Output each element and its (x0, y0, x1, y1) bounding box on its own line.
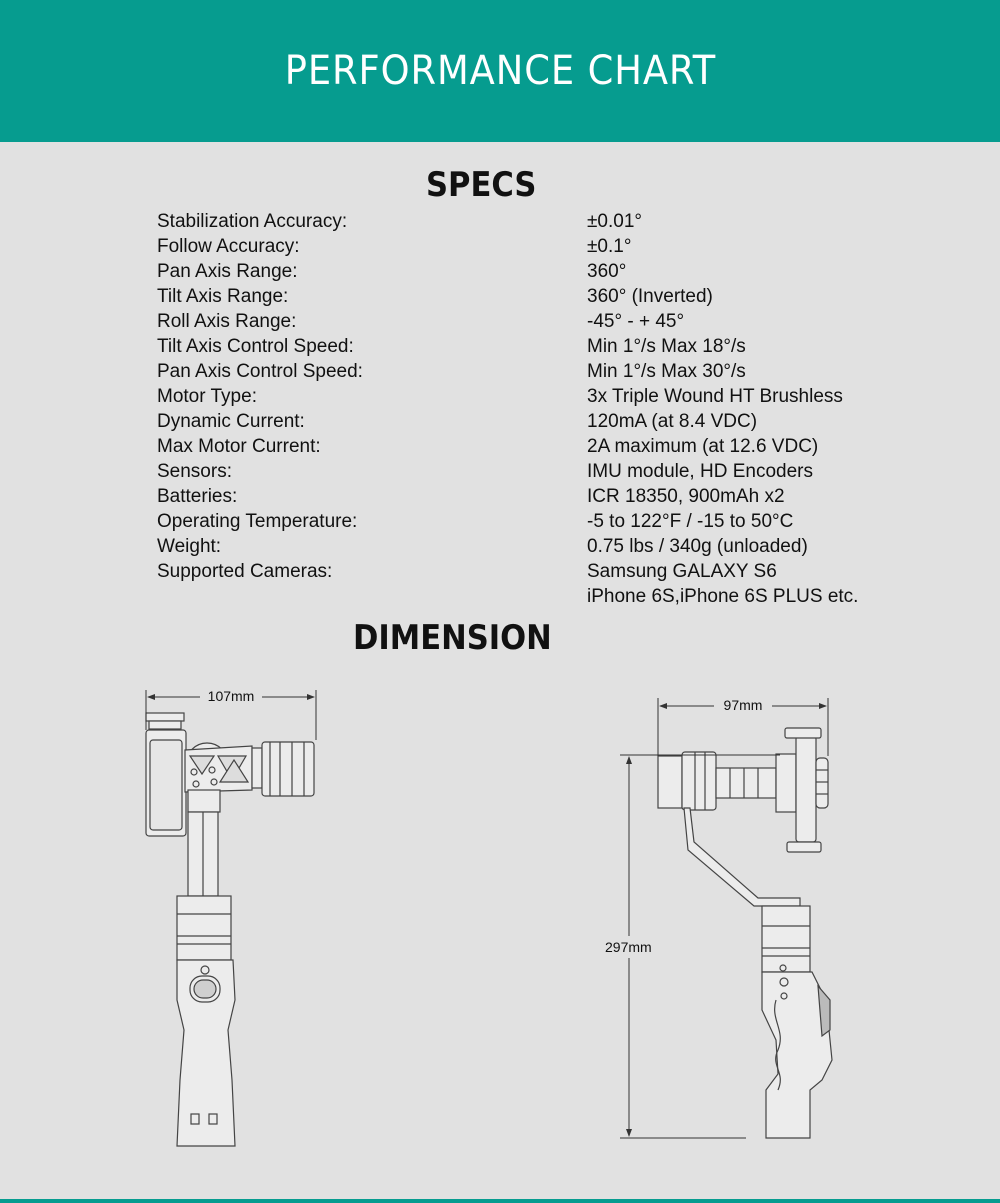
spec-label: Weight: (157, 536, 222, 557)
spec-label: Roll Axis Range: (157, 311, 297, 332)
spec-value-line: 2A maximum (at 12.6 VDC) (587, 436, 819, 457)
spec-value-line: -5 to 122°F / -15 to 50°C (587, 511, 794, 532)
spec-label: Sensors: (157, 461, 232, 482)
spec-label: Tilt Axis Range: (157, 286, 289, 307)
spec-value-line: -45° - + 45° (587, 311, 685, 332)
spec-value-line: Samsung GALAXY S6 (587, 561, 777, 582)
spec-value-line: IMU module, HD Encoders (587, 461, 813, 482)
spec-value-line: 120mA (at 8.4 VDC) (587, 411, 758, 432)
spec-value-line: ±0.1° (587, 236, 632, 257)
front-view-drawing (146, 713, 314, 1146)
front-width-label: 107mm (207, 688, 255, 704)
spec-label: Motor Type: (157, 386, 257, 407)
dimension-title: DIMENSION (353, 618, 552, 658)
footer-accent-line (0, 1199, 1000, 1203)
spec-value-line: Min 1°/s Max 30°/s (587, 361, 746, 382)
side-depth-label: 97mm (723, 697, 763, 713)
spec-label: Follow Accuracy: (157, 236, 300, 257)
spec-label: Tilt Axis Control Speed: (157, 336, 354, 357)
spec-label: Pan Axis Range: (157, 261, 298, 282)
spec-label: Stabilization Accuracy: (157, 211, 348, 232)
spec-value-line: ICR 18350, 900mAh x2 (587, 486, 785, 507)
spec-value-line: 360° (587, 261, 627, 282)
specs-title: SPECS (426, 165, 537, 205)
spec-value-line: iPhone 6S,iPhone 6S PLUS etc. (587, 586, 859, 607)
spec-label: Dynamic Current: (157, 411, 305, 432)
spec-value-line: Min 1°/s Max 18°/s (587, 336, 746, 357)
spec-value-line: ±0.01° (587, 211, 643, 232)
height-label: 297mm (605, 939, 652, 955)
spec-value-line: 3x Triple Wound HT Brushless (587, 386, 843, 407)
spec-label: Operating Temperature: (157, 511, 358, 532)
spec-value-line: 360° (Inverted) (587, 286, 713, 307)
spec-label: Max Motor Current: (157, 436, 321, 457)
side-view-drawing (658, 728, 832, 1138)
spec-label: Pan Axis Control Speed: (157, 361, 363, 382)
spec-label: Batteries: (157, 486, 238, 507)
spec-label: Supported Cameras: (157, 561, 333, 582)
spec-value-line: 0.75 lbs / 340g (unloaded) (587, 536, 808, 557)
page-title: PERFORMANCE CHART (284, 48, 716, 94)
